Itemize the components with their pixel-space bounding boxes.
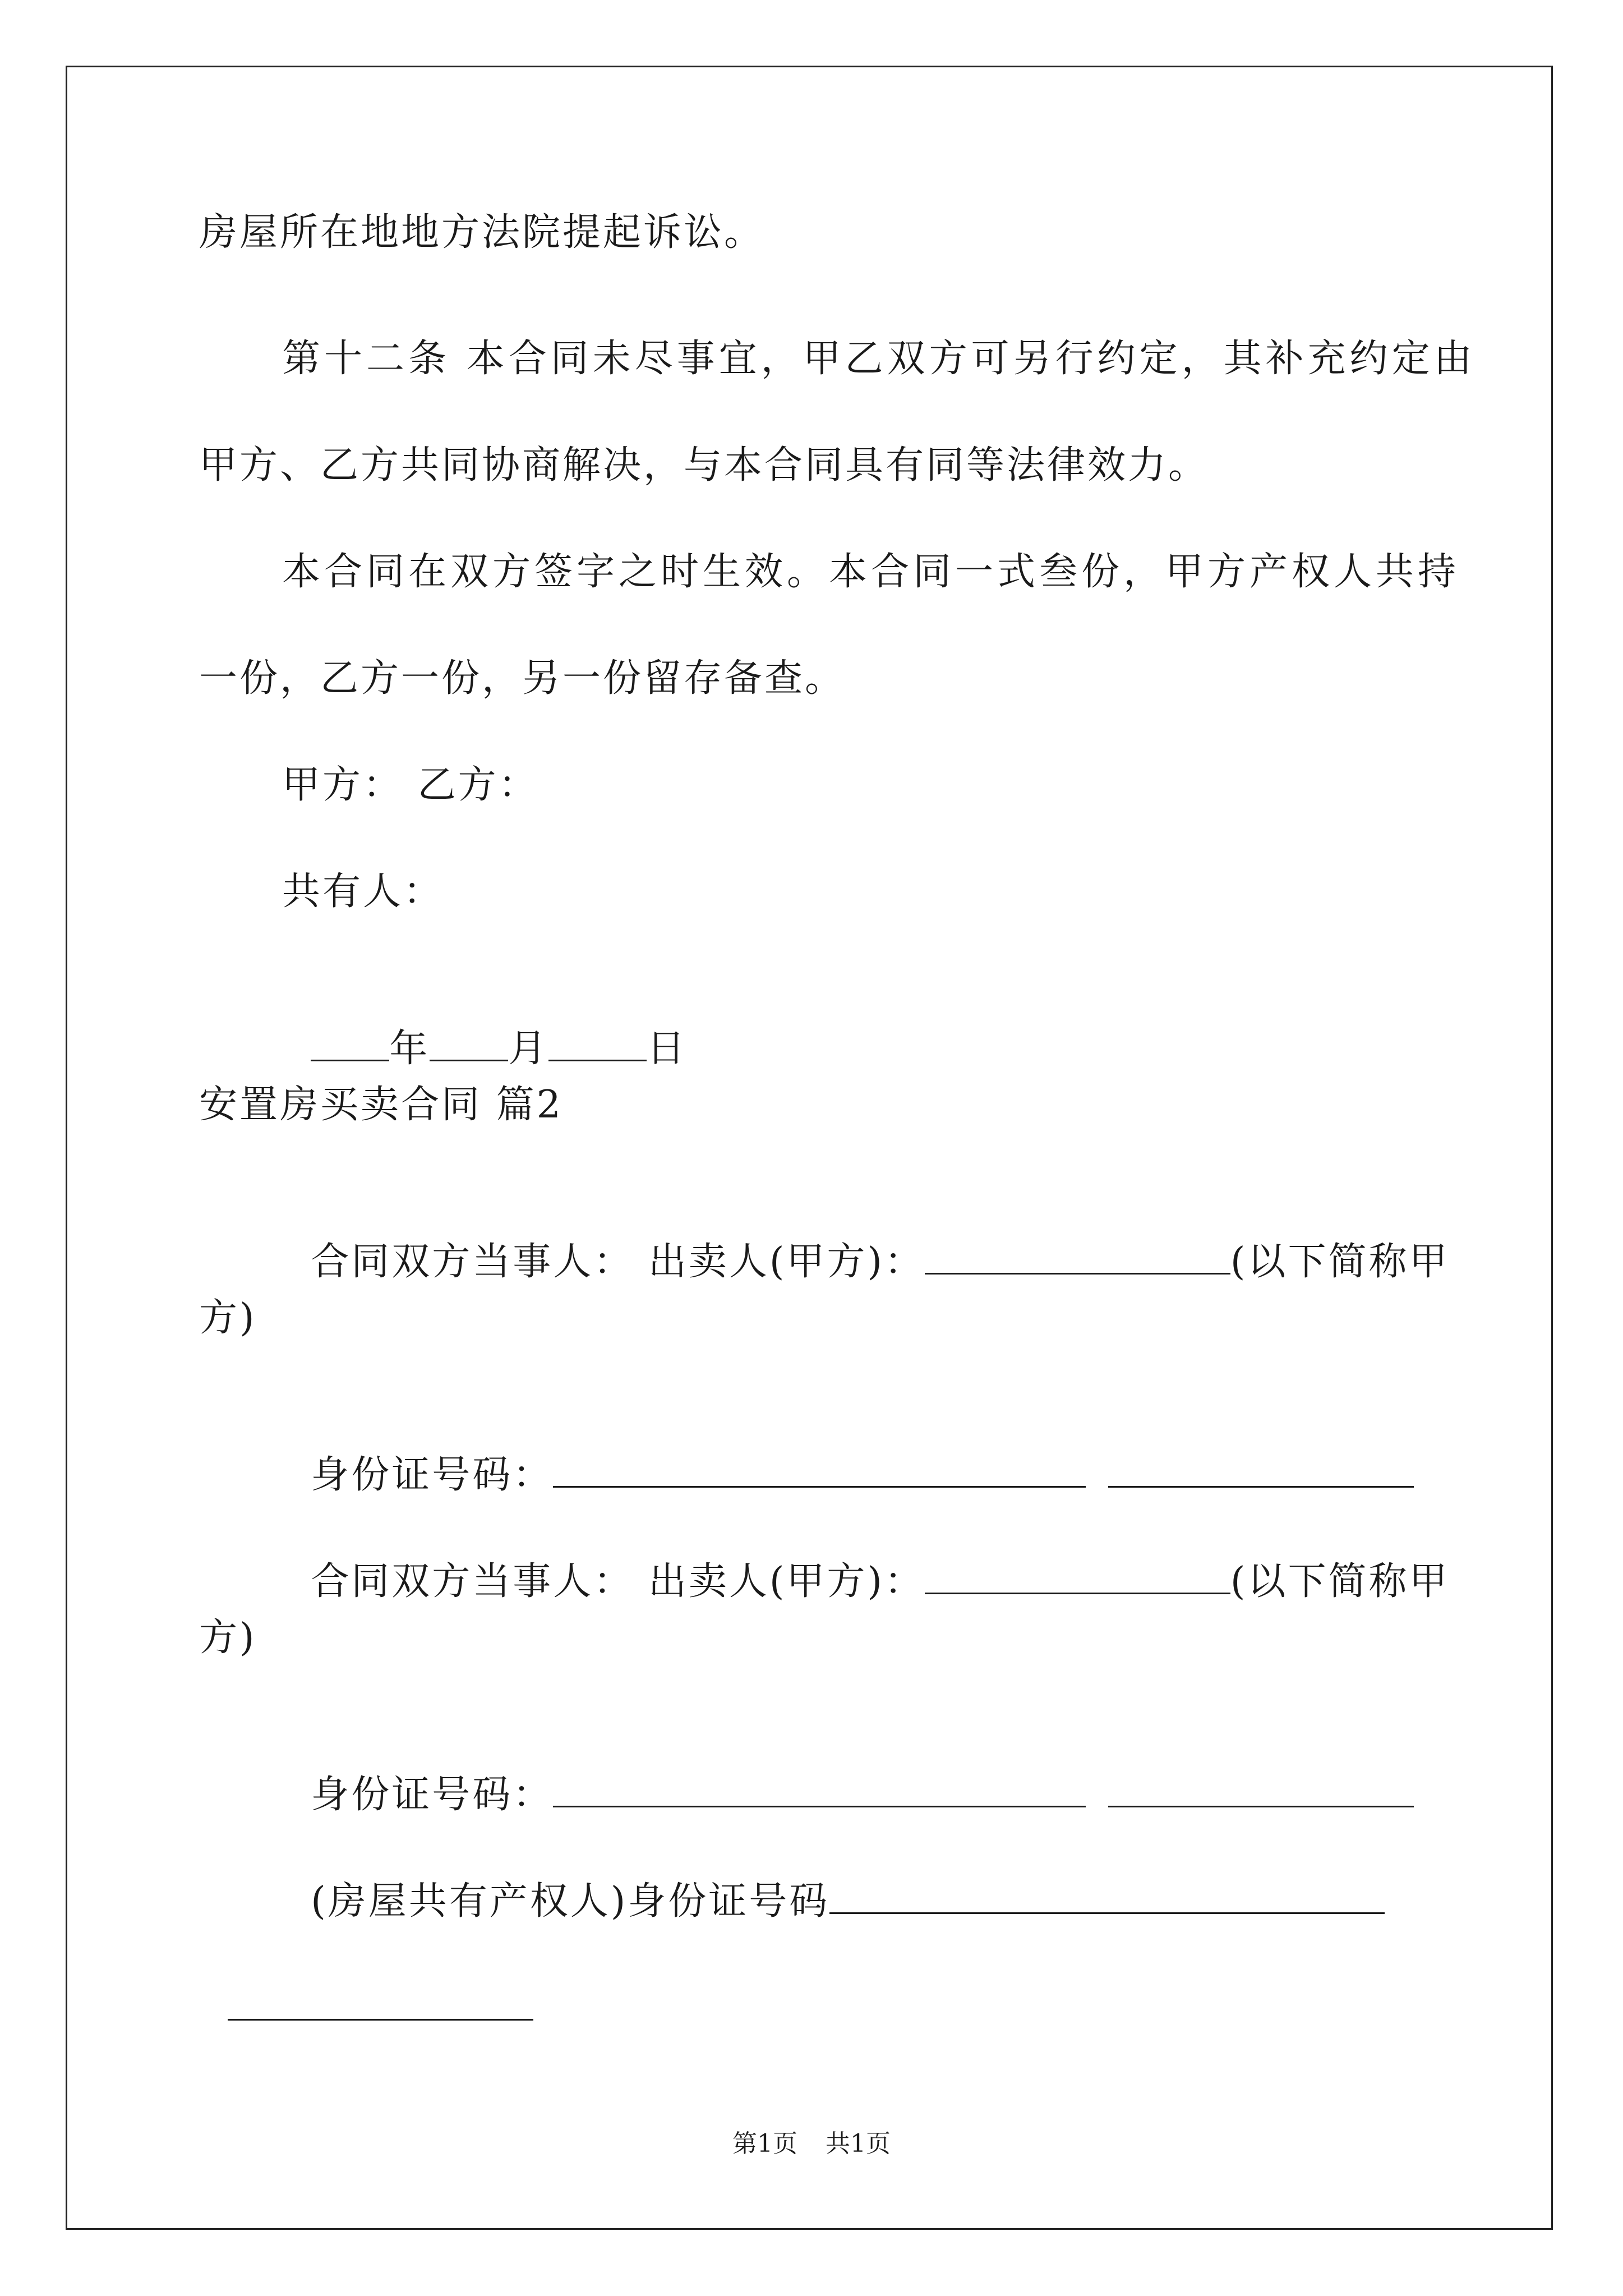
- seller-suffix: (以下简称甲: [1230, 1559, 1450, 1604]
- co-owner-id-blank-2: [228, 1986, 533, 2021]
- co-owner-id-label: (房屋共有产权人)身份证号码: [311, 1879, 830, 1924]
- id-number-line: [282, 1400, 1414, 1497]
- co-owner-id-line: [282, 1826, 1385, 1924]
- paragraph-line: 方): [199, 1616, 257, 1660]
- seller-blank: [925, 1240, 1230, 1274]
- continuation-blank-line: [199, 1932, 533, 1983]
- month-label: 月: [508, 1027, 549, 1071]
- paragraph-line: 方): [199, 1296, 257, 1340]
- co-owner-line: 共有人：: [282, 869, 444, 914]
- id-number-blank: [553, 1773, 1086, 1807]
- paragraph-line: [282, 334, 1476, 384]
- party-line: [282, 1186, 1450, 1284]
- year-blank: [311, 1027, 389, 1061]
- paragraph-line: 房屋所在地地方法院提起诉讼。: [199, 210, 765, 255]
- page-number: 第1页: [732, 2129, 797, 2158]
- month-blank: [430, 1027, 508, 1061]
- party-line: [282, 1506, 1450, 1604]
- co-owner-id-blank: [829, 1880, 1385, 1914]
- page-total: 共1页: [826, 2129, 891, 2158]
- paragraph-line: 本合同在双方签字之时生效。本合同一式叁份，甲方产权人共持: [282, 550, 1460, 594]
- id-number-blank-2: [1108, 1773, 1414, 1807]
- date-line: [282, 973, 688, 1071]
- id-number-label: 身份证号码：: [311, 1773, 554, 1817]
- seller-blank: [925, 1560, 1230, 1594]
- day-label: 日: [647, 1027, 688, 1071]
- article-12-line-1: 第十二条 本合同未尽事宜，甲乙双方可另行约定，其补充约定由: [282, 337, 1476, 381]
- seller-label: 合同双方当事人： 出卖人(甲方)：: [311, 1559, 925, 1604]
- seller-label: 合同双方当事人： 出卖人(甲方)：: [311, 1240, 925, 1284]
- signature-party-line: 甲方： 乙方：: [282, 763, 539, 807]
- seller-suffix: (以下简称甲: [1230, 1240, 1450, 1284]
- section-heading: 安置房买卖合同 篇2: [199, 1083, 563, 1127]
- year-label: 年: [389, 1027, 430, 1071]
- id-number-blank: [553, 1453, 1086, 1488]
- paragraph-line: 一份，乙方一份，另一份留存备查。: [199, 656, 846, 701]
- id-number-label: 身份证号码：: [311, 1453, 554, 1497]
- day-blank: [548, 1027, 647, 1061]
- id-number-blank-2: [1108, 1453, 1414, 1488]
- page-footer: [0, 2127, 1623, 2161]
- paragraph-line: 甲方、乙方共同协商解决，与本合同具有同等法律效力。: [199, 443, 1209, 487]
- id-number-line: [282, 1719, 1414, 1817]
